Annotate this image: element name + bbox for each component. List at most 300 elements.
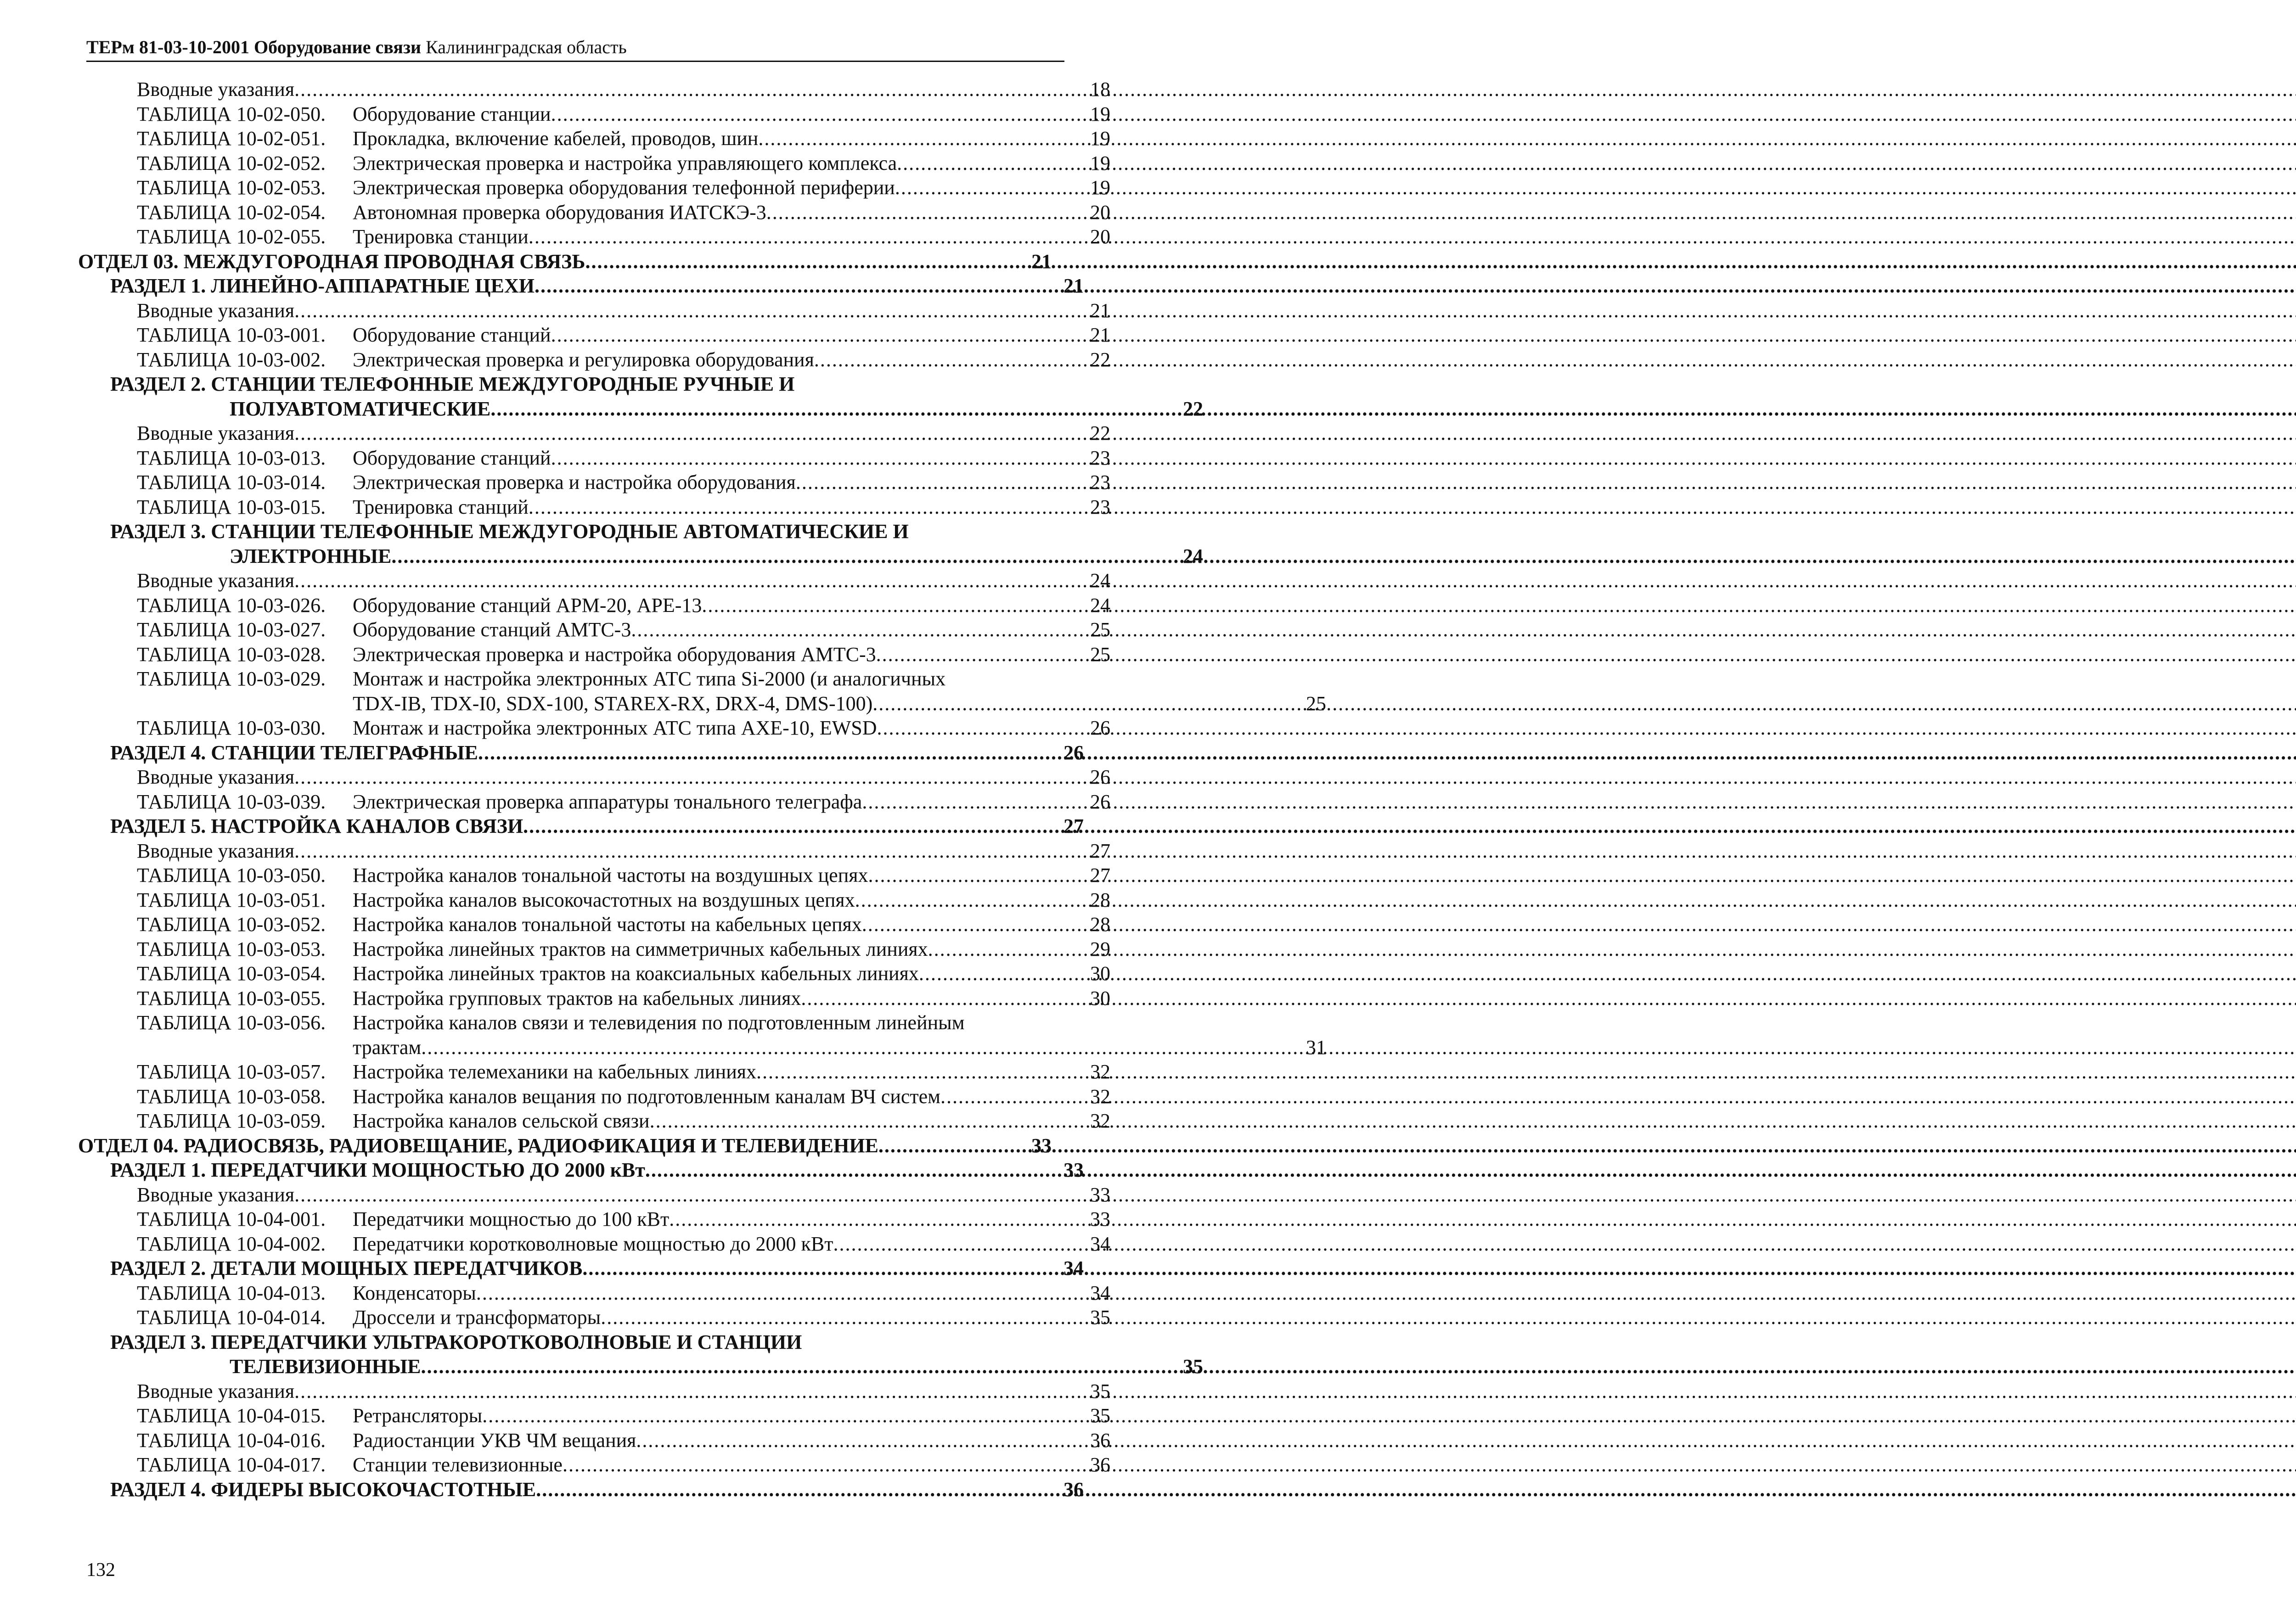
dot-leader [928,937,1087,962]
toc-entry-section [78,1158,1084,1183]
toc-entry-text: Конденсаторы [353,1281,476,1304]
toc-page-number: 22 [1090,348,1110,371]
toc-entry-table [78,446,1110,471]
toc-page-number: 19 [1090,151,1110,174]
toc-entry-table [78,912,1110,937]
toc-entry-text: Оборудование станций АМТС-3 [353,618,631,641]
toc-entry-table [78,1207,1110,1232]
toc-page-number: 19 [1090,127,1110,150]
toc-entry-line [78,1256,1084,1281]
dot-leader [855,888,1087,913]
toc-entry-title [353,691,872,716]
dot-leader [833,1232,1087,1256]
toc-entry-text: Настройка линейных трактов на коаксиальных кабельных линиях [353,962,919,985]
toc-entry-title [137,593,702,618]
toc-entry-title [137,568,294,593]
toc-page-number: 30 [1090,987,1110,1010]
toc-entry-table [78,126,1110,151]
dot-leader [919,961,1087,986]
toc-entry-text: трактам [353,1036,422,1059]
toc-entry-text: ТЕЛЕВИЗИОННЫЕ [230,1355,421,1378]
table-code: ТАБЛИЦА 10-03-013. [137,446,326,469]
toc-entry-title [137,790,862,814]
table-code: ТАБЛИЦА 10-02-051. [137,127,326,150]
toc-page-number: 33 [1090,1208,1110,1230]
toc-entry-text: Вводные указания [137,78,295,101]
table-code: ТАБЛИЦА 10-03-015. [137,495,326,518]
toc-entry-text: Вводные указания [137,766,295,788]
dot-leader [490,397,1180,421]
toc-page-number: 33 [1090,1183,1110,1206]
toc-entry-table [78,863,1110,888]
toc-entry-text: Настройка групповых трактов на кабельных линиях [353,987,801,1010]
toc-entry-title [137,888,855,913]
table-code: ТАБЛИЦА 10-04-002. [137,1232,326,1255]
dot-leader [766,200,1087,225]
toc-page-number: 23 [1090,495,1110,518]
toc-entry-text: РАЗДЕЛ 1. ПЕРЕДАТЧИКИ МОЩНОСТЬЮ ДО 2000 кВт [110,1159,645,1181]
dot-leader [551,102,1087,127]
toc-entry-table [78,986,1110,1011]
toc-entry-title [137,986,801,1011]
toc-entry-title [137,937,928,962]
toc-entry-note [78,77,1110,102]
toc-entry-table [78,617,1110,642]
table-code: ТАБЛИЦА 10-04-014. [137,1306,326,1329]
toc-entry-line [78,298,1110,323]
dot-leader [294,298,1087,323]
table-code: ТАБЛИЦА 10-04-015. [137,1404,326,1427]
dot-leader [529,495,1087,520]
toc-entry-line [78,77,1110,102]
toc-entry-title [137,1084,940,1109]
dot-leader [294,839,1087,864]
toc-entry-text: Дроссели и трансформаторы [353,1306,601,1329]
toc-entry-title [137,1109,650,1133]
toc-entry-line [78,961,1110,986]
toc-entry-table [78,1305,1110,1330]
table-code: ТАБЛИЦА 10-03-055. [137,987,326,1010]
toc-page-number: 26 [1090,717,1110,739]
toc-entry-line [78,1035,1326,1060]
toc-entry-text: Электрическая проверка и настройка оборудования АМТС-3 [353,643,876,666]
toc-page-number: 33 [1031,1134,1052,1157]
table-code: ТАБЛИЦА 10-02-050. [137,102,326,125]
toc-entry-section [78,519,1203,568]
toc-page-number: 36 [1090,1453,1110,1476]
toc-entry-title [110,814,523,839]
toc-entry-table [78,1010,1326,1060]
toc-entry-title [137,1428,636,1453]
toc-entry-title [137,1060,756,1084]
toc-entry-text: Электрическая проверка и настройка оборудования [353,471,796,494]
toc-entry-title [137,298,294,323]
toc-page-number: 24 [1183,544,1203,567]
toc-entry-title [230,1354,421,1379]
toc-entry-line [78,470,1110,495]
toc-entry-title-line1: РАЗДЕЛ 3. СТАНЦИИ ТЕЛЕФОННЫЕ МЕЖДУГОРОДНЫЕ АВТОМАТИЧЕСКИЕ И [110,520,909,543]
toc-entry-line [78,593,1110,618]
dot-leader [876,642,1087,667]
toc-entry-title [137,348,814,372]
table-code: ТАБЛИЦА 10-03-002. [137,348,326,371]
toc-entry-text: Настройка каналов вещания по подготовленным каналам ВЧ систем [353,1085,941,1108]
toc-entry-line [78,102,1110,127]
toc-entry-text: Радиостанции УКВ ЧМ вещания [353,1429,636,1452]
toc-entry-text: Оборудование станций [353,446,551,469]
toc-page-number: 34 [1090,1281,1110,1304]
toc-entry-text: Станции телевизионные [353,1453,563,1476]
dot-leader [294,765,1087,790]
toc-entry-text: Оборудование станций АРМ-20, АРЕ-13 [353,594,702,617]
toc-entry-table [78,1281,1110,1306]
dot-leader [631,617,1087,642]
toc-entry-table [78,151,1110,176]
toc-entry-line [78,986,1110,1011]
toc-entry-line [78,1305,1110,1330]
toc-entry-title [137,961,919,986]
toc-entry-section [78,1256,1084,1281]
toc-entry-table [78,470,1110,495]
toc-entry-line [78,937,1110,962]
table-code: ТАБЛИЦА 10-02-052. [137,151,326,174]
toc-page-number: 18 [1090,78,1110,101]
toc-entry-title [137,863,868,888]
toc-entry-text: РАЗДЕЛ 4. СТАНЦИИ ТЕЛЕГРАФНЫЕ [110,741,478,764]
toc-entry-line [78,200,1110,225]
toc-page-number: 21 [1090,324,1110,346]
toc-entry-line [78,691,1326,716]
dot-leader [421,1035,1303,1060]
toc-entry-text: Электрическая проверка оборудования телефонной периферии [353,176,895,199]
toc-page-number: 30 [1090,962,1110,985]
toc-page-number: 35 [1090,1404,1110,1427]
page-number: 132 [86,1559,115,1581]
toc-entry-line [78,888,1110,913]
toc-entry-title [137,912,862,937]
toc-entry-table [78,224,1110,249]
toc-entry-text: Вводные указания [137,1380,295,1402]
toc-entry-first-line [78,667,1052,691]
toc-entry-table [78,961,1110,986]
toc-entry-note [78,1183,1110,1207]
table-code: ТАБЛИЦА 10-03-050. [137,864,326,886]
toc-page-number: 35 [1090,1306,1110,1329]
toc-entry-text: Прокладка, включение кабелей, проводов, шин [353,127,759,150]
toc-page-number: 23 [1090,471,1110,494]
table-code: ТАБЛИЦА 10-03-029. [137,667,326,690]
toc-entry-dept [78,1133,1052,1158]
toc-page-number: 24 [1090,569,1110,592]
toc-entry-line [78,1354,1203,1379]
toc-entry-line [78,642,1110,667]
toc-entry-line [78,274,1084,298]
dot-leader [940,1084,1087,1109]
toc-entry-text: Электрическая проверка и настройка управляющего комплекса [353,151,897,174]
toc-entry-table [78,642,1110,667]
dot-leader [421,1354,1181,1379]
table-code: ТАБЛИЦА 10-03-027. [137,618,326,641]
toc-entry-title [137,1305,601,1330]
toc-page-number: 23 [1090,446,1110,469]
toc-entry-line [78,249,1052,274]
toc-entry-text: Вводные указания [137,299,295,322]
toc-entry-text: Настройка каналов сельской связи [353,1110,650,1132]
toc-entry-line [78,765,1110,790]
toc-entry-text: РАЗДЕЛ 1. ЛИНЕЙНО-АППАРАТНЫЕ ЦЕХИ [110,275,535,297]
toc-entry-text: Передатчики мощностью до 100 кВт [353,1208,670,1230]
toc-entry-line [78,1158,1084,1183]
dot-leader [536,1477,1061,1502]
toc-entry-table [78,790,1110,814]
table-code: ТАБЛИЦА 10-04-001. [137,1208,326,1230]
dot-leader [478,740,1061,765]
toc-entry-title [353,1035,421,1060]
toc-entry-line [78,1207,1110,1232]
table-code: ТАБЛИЦА 10-03-030. [137,717,326,739]
toc-entry-title [137,224,529,249]
toc-entry-line [78,839,1110,864]
header-region: Калининградская область [426,37,627,57]
table-code: ТАБЛИЦА 10-03-051. [137,888,326,911]
dot-leader [551,446,1087,471]
toc-entry-note [78,765,1110,790]
toc-entry-title [137,839,294,864]
toc-entry-text: Монтаж и настройка электронных АТС типа АХЕ-10, EWSD [353,717,877,739]
toc-page-number: 26 [1090,790,1110,813]
toc-entry-section [78,814,1084,839]
toc-entry-table [78,937,1110,962]
toc-entry-table [78,323,1110,348]
dot-leader [585,249,1029,274]
dot-leader [294,77,1087,102]
toc-entry-line [78,126,1110,151]
toc-page-number: 22 [1090,422,1110,444]
dot-leader [814,348,1087,372]
dot-leader [476,1281,1087,1306]
toc-page-number: 24 [1090,594,1110,617]
toc-entry-title [110,1158,645,1183]
toc-entry-text: ЭЛЕКТРОННЫЕ [230,544,392,567]
header-title: ТЕРм 81-03-10-2001 Оборудование связи [86,37,422,57]
toc-entry-table [78,1060,1110,1084]
dot-leader [796,470,1087,495]
toc-entry-text: Вводные указания [137,839,295,862]
toc-page-number: 32 [1090,1110,1110,1132]
toc-entry-table [78,1453,1110,1477]
toc-entry-title [110,740,478,765]
table-code: ТАБЛИЦА 10-03-057. [137,1060,326,1083]
toc-entry-table [78,1403,1110,1428]
toc-entry-section [78,1477,1084,1502]
toc-entry-line [78,1133,1052,1158]
toc-entry-line [78,495,1110,520]
toc-page-number: 21 [1090,299,1110,322]
table-of-contents [78,77,1326,1502]
toc-entry-text: Настройка каналов тональной частоты на кабельных цепях [353,913,862,936]
dot-leader [294,1183,1087,1207]
toc-page-number: 25 [1090,643,1110,666]
toc-entry-title [137,470,796,495]
toc-entry-dept [78,249,1052,274]
toc-page-number: 34 [1064,1257,1084,1279]
toc-entry-note [78,298,1110,323]
dot-leader [294,421,1087,446]
toc-page-number: 36 [1064,1478,1084,1501]
toc-page-number: 26 [1090,766,1110,788]
toc-page-number: 32 [1090,1060,1110,1083]
table-code: ТАБЛИЦА 10-03-058. [137,1085,326,1108]
dot-leader [529,224,1087,249]
toc-entry-text: Автономная проверка оборудования ИАТСКЭ-3 [353,201,766,224]
toc-page-number: 27 [1090,864,1110,886]
dot-leader [801,986,1087,1011]
dot-leader [702,593,1087,618]
dot-leader [872,691,1303,716]
toc-entry-text: Ретрансляторы [353,1404,483,1427]
toc-entry-text: РАЗДЕЛ 4. ФИДЕРЫ ВЫСОКОЧАСТОТНЫЕ [110,1478,536,1501]
toc-entry-line [78,544,1203,569]
toc-page-number: 35 [1183,1355,1203,1378]
toc-entry-table [78,175,1110,200]
toc-entry-line [78,397,1203,421]
running-header [86,34,1064,62]
toc-entry-title-line1: Настройка каналов связи и телевидения по подготовленным линейным [353,1011,965,1034]
dot-leader [669,1207,1087,1232]
dot-leader [756,1060,1087,1084]
dot-leader [895,175,1087,200]
table-code: ТАБЛИЦА 10-02-053. [137,176,326,199]
dot-leader [551,323,1087,348]
table-code: ТАБЛИЦА 10-04-016. [137,1429,326,1452]
toc-entry-line [78,1232,1110,1256]
toc-entry-title [137,1183,294,1207]
dot-leader [582,1256,1061,1281]
toc-entry-line [78,790,1110,814]
toc-entry-text: Вводные указания [137,569,295,592]
toc-entry-line [78,716,1110,740]
toc-entry-line [78,1060,1110,1084]
toc-page-number: 35 [1090,1380,1110,1402]
dot-leader [758,126,1087,151]
toc-page-number: 20 [1090,201,1110,224]
toc-entry-title-line1: РАЗДЕЛ 2. СТАНЦИИ ТЕЛЕФОННЫЕ МЕЖДУГОРОДНЫЕ РУЧНЫЕ И [110,373,795,395]
toc-entry-first-line [78,519,1052,544]
dot-leader [601,1305,1087,1330]
dot-leader [878,1133,1029,1158]
toc-entry-text: Настройка каналов тональной частоты на воздушных цепях [353,864,868,886]
toc-entry-section [78,740,1084,765]
toc-entry-title [137,102,551,127]
toc-entry-line [78,421,1110,446]
toc-entry-title [137,126,758,151]
toc-entry-text: Передатчики коротковолновые мощностью до 2000 кВт [353,1232,833,1255]
toc-page-number: 33 [1064,1159,1084,1181]
toc-entry-line [78,740,1084,765]
toc-entry-title [137,175,895,200]
toc-entry-title-line1: РАЗДЕЛ 3. ПЕРЕДАТЧИКИ УЛЬТРАКОРОТКОВОЛНОВЫЕ И СТАНЦИИ [110,1330,802,1353]
toc-entry-title-line1: Монтаж и настройка электронных АТС типа Si-2000 (и аналогичных [353,667,946,690]
toc-entry-text: Настройка каналов высокочастотных на воздушных цепях [353,888,855,911]
toc-entry-text: Оборудование станции [353,102,551,125]
toc-entry-line [78,348,1110,372]
table-code: ТАБЛИЦА 10-03-039. [137,790,326,813]
toc-entry-text: Тренировка станций [353,495,529,518]
toc-entry-title [137,323,551,348]
toc-entry-title [78,249,585,274]
toc-page-number: 34 [1090,1232,1110,1255]
dot-leader [523,814,1061,839]
toc-entry-section [78,372,1203,421]
dot-leader [868,863,1087,888]
toc-entry-title [137,200,766,225]
toc-entry-line [78,1403,1110,1428]
dot-leader [862,790,1087,814]
table-code: ТАБЛИЦА 10-04-013. [137,1281,326,1304]
dot-leader [877,716,1088,740]
toc-page-number: 21 [1031,250,1052,273]
toc-entry-line [78,1183,1110,1207]
toc-entry-first-line [78,1010,1052,1035]
toc-entry-text: Настройка линейных трактов на симметричных кабельных линиях [353,937,928,960]
toc-entry-title [78,1133,878,1158]
toc-entry-line [78,1109,1110,1133]
toc-page-number: 25 [1306,692,1326,715]
dot-leader [650,1109,1087,1133]
toc-entry-title [137,765,294,790]
toc-page-number: 25 [1090,618,1110,641]
toc-entry-line [78,175,1110,200]
toc-page-number: 22 [1183,397,1203,420]
toc-entry-first-line [78,1330,1052,1355]
toc-entry-title [110,274,535,298]
toc-entry-title [137,1403,482,1428]
toc-page-number: 19 [1090,176,1110,199]
toc-entry-title [137,617,631,642]
toc-entry-title [137,495,529,520]
dot-leader [862,912,1087,937]
toc-entry-line [78,323,1110,348]
toc-entry-table [78,102,1110,127]
toc-entry-line [78,1084,1110,1109]
dot-leader [645,1158,1061,1183]
toc-entry-title [137,151,897,176]
dot-leader [636,1428,1087,1453]
table-code: ТАБЛИЦА 10-02-055. [137,225,326,248]
toc-page-number: 32 [1090,1085,1110,1108]
table-code: ТАБЛИЦА 10-03-001. [137,324,326,346]
toc-entry-title [110,1477,536,1502]
table-code: ТАБЛИЦА 10-02-054. [137,201,326,224]
toc-entry-line [78,617,1110,642]
toc-entry-title [137,1453,563,1477]
toc-entry-note [78,421,1110,446]
toc-entry-table [78,495,1110,520]
toc-entry-table [78,1232,1110,1256]
toc-entry-title [137,1281,476,1306]
dot-leader [482,1403,1087,1428]
table-code: ТАБЛИЦА 10-04-017. [137,1453,326,1476]
toc-page-number: 19 [1090,102,1110,125]
toc-entry-text: Вводные указания [137,1183,295,1206]
toc-entry-line [78,224,1110,249]
table-code: ТАБЛИЦА 10-03-014. [137,471,326,494]
toc-entry-table [78,200,1110,225]
toc-entry-text: Тренировка станции [353,225,529,248]
toc-entry-table [78,1109,1110,1133]
toc-page-number: 27 [1064,815,1084,837]
table-code: ТАБЛИЦА 10-03-028. [137,643,326,666]
